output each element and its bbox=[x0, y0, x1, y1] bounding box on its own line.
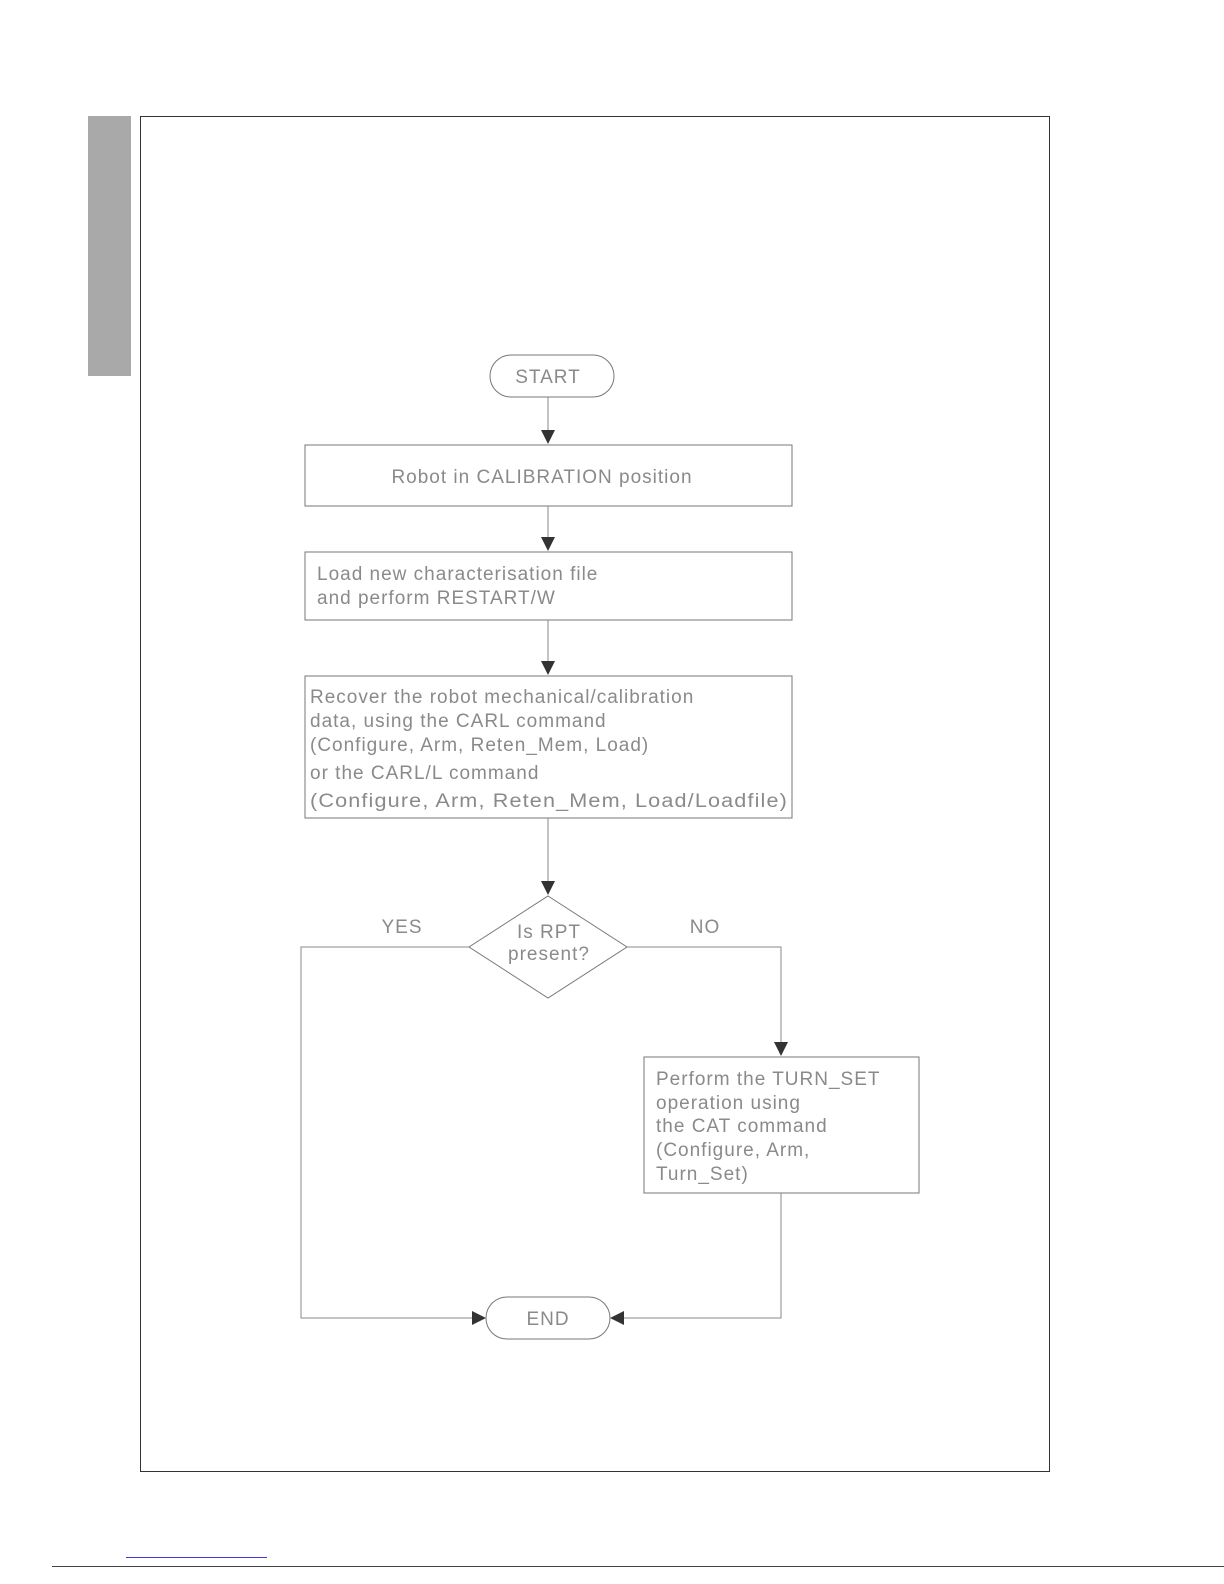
start-label: START bbox=[515, 367, 581, 388]
connector-turnset-end bbox=[624, 1193, 781, 1318]
step-recover-line-5: (Configure, Arm, Reten_Mem, Load/Loadfile) bbox=[310, 791, 788, 812]
step-calibration-label: Robot in CALIBRATION position bbox=[391, 467, 693, 488]
start-terminator bbox=[490, 355, 614, 397]
step-recover-calibration bbox=[305, 676, 792, 818]
arrow-start-step1 bbox=[541, 430, 555, 444]
end-label: END bbox=[526, 1309, 570, 1330]
step-recover-line-2: data, using the CARL command bbox=[310, 711, 607, 732]
arrow-step1-step2 bbox=[541, 537, 555, 551]
step-turn-set bbox=[644, 1057, 919, 1193]
step-turnset-line-3: the CAT command bbox=[656, 1116, 828, 1137]
arrow-no-turnset bbox=[774, 1042, 788, 1056]
step-recover-line-4: or the CARL/L command bbox=[310, 763, 540, 784]
step-load-line-2: and perform RESTART/W bbox=[317, 588, 556, 609]
step-turnset-line-1: Perform the TURN_SET bbox=[656, 1069, 881, 1090]
arrow-turnset-end bbox=[610, 1311, 624, 1325]
step-load-line-1: Load new characterisation file bbox=[317, 564, 599, 585]
step-recover-line-3: (Configure, Arm, Reten_Mem, Load) bbox=[310, 735, 650, 756]
step-turnset-line-2: operation using bbox=[656, 1093, 801, 1114]
step-calibration-position bbox=[305, 445, 792, 506]
step-turnset-line-4: (Configure, Arm, bbox=[656, 1140, 811, 1161]
arrow-yes-end bbox=[472, 1311, 486, 1325]
connector-yes-end bbox=[301, 947, 472, 1318]
yes-label: YES bbox=[381, 917, 423, 938]
no-label: NO bbox=[689, 917, 721, 938]
end-terminator bbox=[486, 1297, 610, 1339]
decision-rpt-present bbox=[469, 896, 627, 998]
decision-line-1: Is RPT bbox=[516, 922, 582, 943]
decision-line-2: present? bbox=[508, 944, 590, 965]
step-load-characterisation bbox=[305, 552, 792, 620]
step-recover-line-1: Recover the robot mechanical/calibration bbox=[310, 687, 695, 708]
connector-no-turnset bbox=[627, 947, 781, 1042]
arrow-step2-step3 bbox=[541, 661, 555, 675]
step-turnset-line-5: Turn_Set) bbox=[656, 1164, 749, 1185]
arrow-step3-decision bbox=[541, 881, 555, 895]
